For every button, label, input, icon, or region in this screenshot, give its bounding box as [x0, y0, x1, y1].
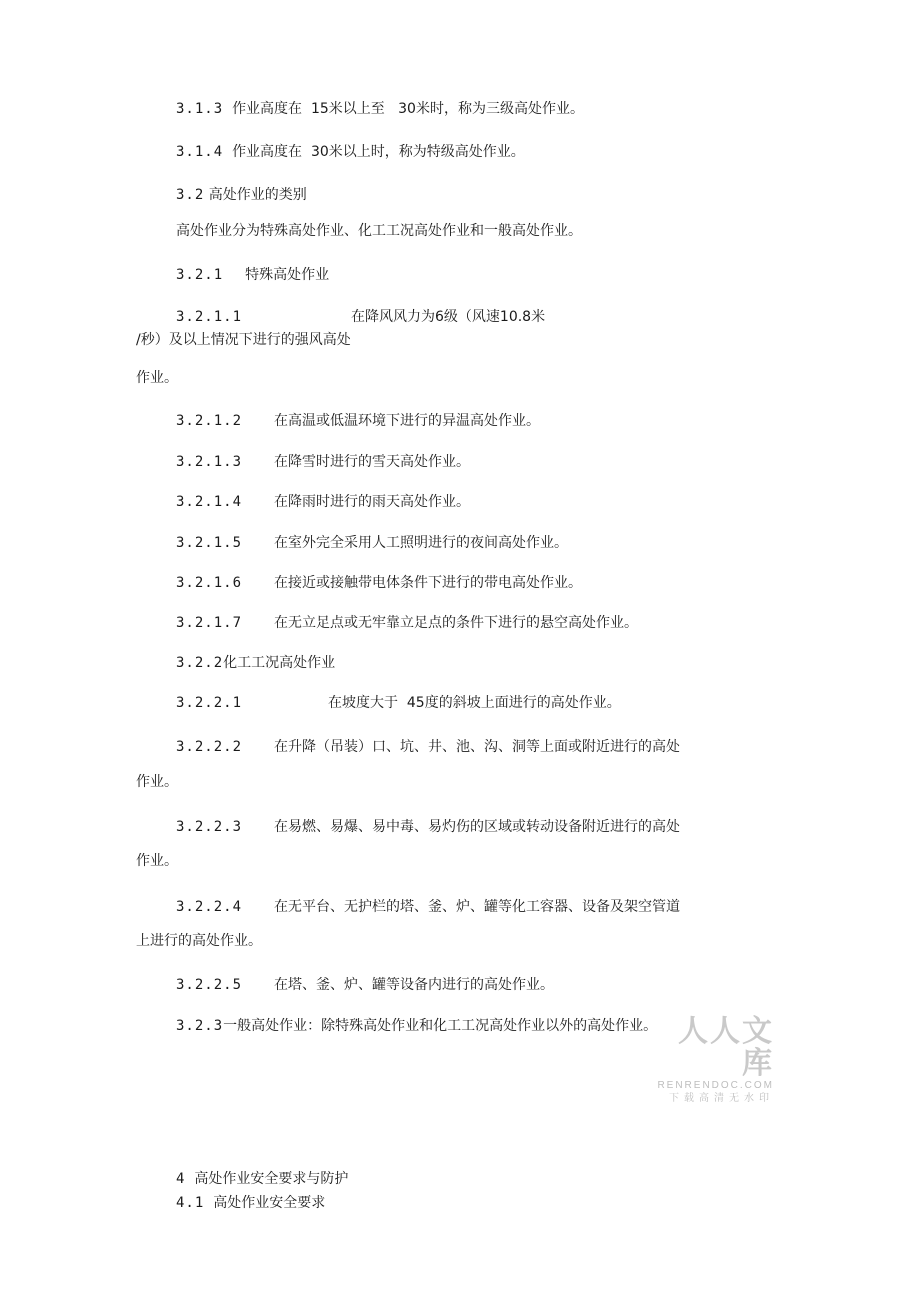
clause-number: 4.1: [176, 1195, 205, 1211]
clause-number: 3.1.4: [176, 144, 224, 160]
section-3-2-heading: [176, 186, 307, 204]
clause-number: 3.2.2.3: [176, 819, 243, 835]
section-4-1-heading: [176, 1194, 325, 1212]
clause-number: 3.2.1: [176, 267, 224, 283]
clause-3-2-2-1: [176, 694, 242, 712]
clause-3-2-1-6-text: [274, 574, 582, 592]
clause-text: 在室外完全采用人工照明进行的夜间高处作业。: [274, 535, 568, 551]
clause-3-2-1-7-text: [274, 614, 638, 632]
clause-3-2-1-2-text: [274, 412, 540, 430]
watermark: [648, 1016, 774, 1106]
clause-3-2-1-3-text: [274, 453, 470, 471]
watermark-logo: 人人文库: [678, 1014, 774, 1081]
clause-text: 在接近或接触带电体条件下进行的带电高处作业。: [274, 575, 582, 591]
clause-text: 一般高处作业：除特殊高处作业和化工工况高处作业以外的高处作业。: [223, 1018, 658, 1034]
clause-3-2-1-1-text: [351, 308, 545, 326]
clause-number: 3.1.3: [176, 101, 224, 117]
clause-text: 在塔、釜、炉、罐等设备内进行的高处作业。: [274, 977, 554, 993]
clause-number: 3.2.1.5: [176, 535, 243, 551]
paragraph-text: 高处作业分为特殊高处作业、化工工况高处作业和一般高处作业。: [176, 223, 582, 239]
clause-text: 在高温或低温环境下进行的异温高处作业。: [274, 413, 540, 429]
clause-number: 3.2.1.7: [176, 615, 243, 631]
clause-3-2-1-7: [176, 614, 242, 632]
section-3-2-1-heading: [176, 266, 329, 284]
section-3-2-2-heading: [176, 654, 335, 672]
clause-number: 3.2.1.4: [176, 494, 243, 510]
clause-3-2-2-2-text: [274, 738, 680, 756]
clause-text: 高处作业安全要求与防护: [194, 1171, 349, 1187]
clause-number: 3.2.1.6: [176, 575, 243, 591]
clause-number: 3.2.2.1: [176, 695, 243, 711]
clause-text: 在降风风力为6级（风速10.8米: [351, 309, 546, 325]
clause-number: 3.2.1.3: [176, 454, 243, 470]
clause-number: 3.2.2: [176, 655, 224, 671]
watermark-url: RENRENDOC.COM: [657, 1080, 774, 1091]
clause-3-2-2-4-cont: [136, 932, 262, 950]
clause-3-2-1-2: [176, 412, 242, 430]
clause-text: 化工工况高处作业: [223, 655, 336, 671]
clause-number: 3.2.2.2: [176, 739, 243, 755]
clause-number: 3.2.2.5: [176, 977, 243, 993]
clause-3-2-1-1: [176, 308, 242, 326]
clause-text: 在升降（吊装）口、坑、井、池、沟、洞等上面或附近进行的高处: [274, 739, 680, 755]
clause-text: /秒）及以上情况下进行的强风高处: [136, 332, 351, 348]
clause-text: 在降雨时进行的雨天高处作业。: [274, 494, 470, 510]
clause-text: 作业高度在 15米以上至 30米时，称为三级高处作业。: [232, 101, 584, 117]
clause-3-2-2-5: [176, 976, 242, 994]
clause-number: 3.2.2.4: [176, 899, 243, 915]
clause-3-1-3: [176, 100, 584, 118]
clause-text: 作业高度在 30米以上时，称为特级高处作业。: [232, 144, 525, 160]
clause-3-2-1-1-cont-1: [136, 331, 351, 349]
paragraph-intro: [176, 222, 582, 240]
clause-3-2-1-4-text: [274, 493, 470, 511]
clause-3-2-2-4: [176, 898, 242, 916]
clause-text: 在降雪时进行的雪天高处作业。: [274, 454, 470, 470]
clause-3-2-2-4-text: [274, 898, 680, 916]
clause-number: 3.2.1.2: [176, 413, 243, 429]
clause-3-2-2-3-text: [274, 818, 680, 836]
clause-text: 在易燃、易爆、易中毒、易灼伤的区域或转动设备附近进行的高处: [274, 819, 680, 835]
clause-text: 在坡度大于 45度的斜坡上面进行的高处作业。: [328, 695, 621, 711]
section-4-heading: [176, 1170, 348, 1188]
watermark-caption: 下载高清无水印: [669, 1093, 774, 1104]
clause-number: 3.2.1.1: [176, 309, 243, 325]
clause-3-2-2-3-cont: [136, 852, 178, 870]
clause-text: 上进行的高处作业。: [136, 933, 262, 949]
clause-3-2-1-4: [176, 493, 242, 511]
section-3-2-3: [176, 1017, 657, 1035]
clause-3-1-4: [176, 143, 525, 161]
clause-3-2-2-5-text: [274, 976, 554, 994]
clause-number: 3.2: [176, 187, 205, 203]
clause-3-2-2-2: [176, 738, 242, 756]
clause-text: 作业。: [136, 774, 178, 790]
clause-text: 在无平台、无护栏的塔、釜、炉、罐等化工容器、设备及架空管道: [274, 899, 680, 915]
clause-3-2-1-5-text: [274, 534, 568, 552]
clause-3-2-2-1-text: [328, 694, 621, 712]
clause-text: 作业。: [136, 853, 178, 869]
clause-3-2-1-3: [176, 453, 242, 471]
clause-text: 在无立足点或无牢靠立足点的条件下进行的悬空高处作业。: [274, 615, 638, 631]
clause-text: 高处作业安全要求: [213, 1195, 326, 1211]
clause-3-2-1-1-cont-2: [136, 369, 178, 387]
clause-3-2-1-5: [176, 534, 242, 552]
clause-3-2-2-3: [176, 818, 242, 836]
clause-number: 4: [176, 1171, 186, 1187]
clause-number: 3.2.3: [176, 1018, 224, 1034]
clause-text: 高处作业的类别: [208, 187, 307, 203]
clause-text: 特殊高处作业: [245, 267, 330, 283]
clause-3-2-1-6: [176, 574, 242, 592]
clause-3-2-2-2-cont: [136, 773, 178, 791]
clause-text: 作业。: [136, 370, 178, 386]
